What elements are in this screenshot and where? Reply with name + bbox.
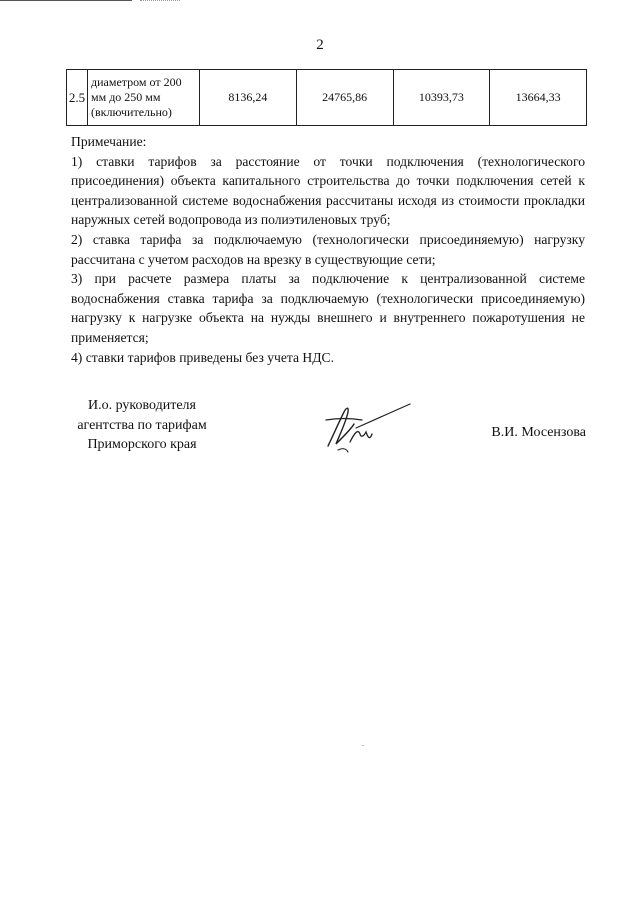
scan-speck (362, 745, 364, 746)
notes-section (71, 132, 585, 367)
note-item: 1) ставки тарифов за расстояние от точки подключения (технологического присоединения) объекта капитального строительства до точки подключения сетей к централизованной системе водоснабжения рассчитаны исходя из стоимости прокладки наружных сетей водопровода из полиэтиленовых труб; (71, 153, 585, 228)
table-row (67, 70, 587, 126)
signatory-title-line: Приморского края (87, 437, 197, 452)
top-rule (0, 0, 132, 1)
tariff-value-cell: 24765,86 (296, 70, 393, 126)
signatory-title-line: И.о. руководителя (87, 398, 196, 413)
tariff-value-cell: 8136,24 (200, 70, 297, 126)
tariff-table (66, 69, 587, 126)
row-number: 2.5 (67, 70, 88, 126)
tariff-value-cell: 13664,33 (490, 70, 587, 126)
signatory-name: В.И. Мосензова (491, 425, 586, 440)
note-item: 3) при расчете размера платы за подключение к централизованной системе водоснабжения ставка тарифа за подключаемую (технологически присоединяемую) нагрузку к нагрузке объекта на нужды внешнего и внутреннего пожаротушения не применяется; (71, 271, 585, 345)
note-item: 4) ставки тарифов приведены без учета НДС. (71, 349, 334, 365)
pipe-diameter-cell: диаметром от 200 мм до 250 мм (включительно) (88, 70, 200, 126)
notes-heading: Примечание: (71, 134, 147, 149)
signatory-title-line: агентства по тарифам (77, 417, 207, 433)
top-rule-fragment (140, 0, 180, 1)
note-item: 2) ставка тарифа за подключаемую (технологически присоединяемую) нагрузку рассчитана с учетом расходов на врезку в существующие сети; (71, 231, 585, 267)
page-number: 2 (316, 37, 324, 53)
signatory-title (72, 396, 212, 455)
handwritten-signature (318, 398, 414, 456)
tariff-value-cell: 10393,73 (393, 70, 490, 126)
